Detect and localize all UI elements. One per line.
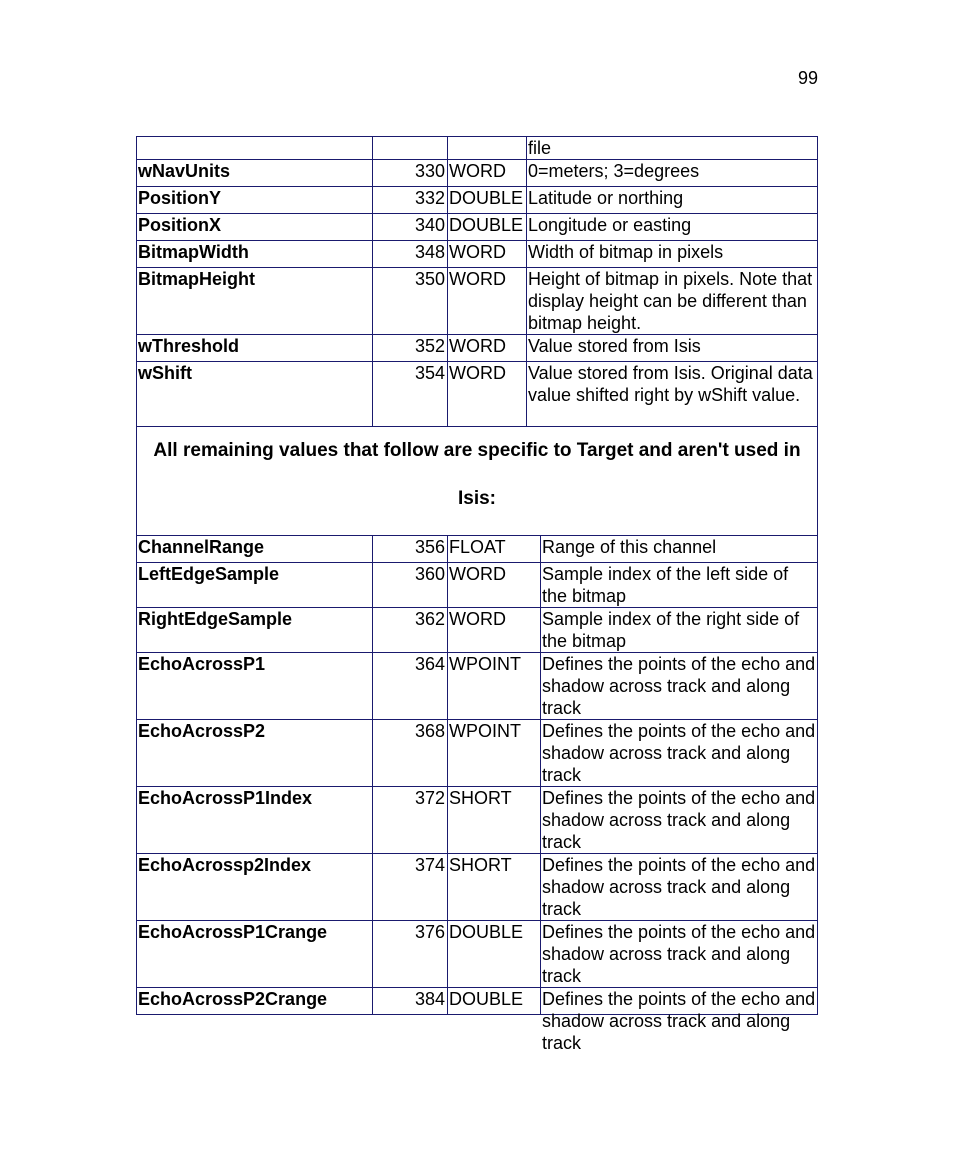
field-type: WORD	[448, 160, 527, 187]
field-name: EchoAcrossP2	[137, 720, 373, 787]
page-number: 99	[797, 68, 818, 88]
field-description: Defines the points of the echo and shadow across track and along track	[541, 720, 818, 787]
field-name: EchoAcrossP1Index	[137, 787, 373, 854]
field-offset: 368	[373, 720, 448, 787]
table-row	[137, 921, 818, 988]
field-name: PositionX	[137, 214, 373, 241]
table-row	[137, 536, 818, 563]
field-offset: 384	[373, 988, 448, 1015]
field-offset: 372	[373, 787, 448, 854]
field-description: Latitude or northing	[527, 187, 818, 214]
field-name: BitmapHeight	[137, 268, 373, 335]
field-offset: 356	[373, 536, 448, 563]
table-row	[137, 854, 818, 921]
table-row	[137, 137, 818, 160]
field-name: wShift	[137, 362, 373, 427]
section-note: All remaining values that follow are specific to Target and aren't used in Isis:	[137, 427, 818, 536]
field-type: WORD	[448, 268, 527, 335]
table-row	[137, 268, 818, 335]
field-type: WORD	[448, 362, 527, 427]
field-type: WORD	[448, 563, 541, 608]
field-description: file	[527, 137, 818, 160]
field-description: Value stored from Isis	[527, 335, 818, 362]
field-name: wNavUnits	[137, 160, 373, 187]
field-type: WPOINT	[448, 653, 541, 720]
field-offset	[373, 137, 448, 160]
field-description: Sample index of the right side of the bitmap	[541, 608, 818, 653]
field-offset: 330	[373, 160, 448, 187]
field-name: EchoAcrossp2Index	[137, 854, 373, 921]
field-name: EchoAcrossP1	[137, 653, 373, 720]
field-name: LeftEdgeSample	[137, 563, 373, 608]
table-row	[137, 563, 818, 608]
field-type: DOUBLE	[448, 988, 541, 1015]
field-offset: 362	[373, 608, 448, 653]
table-row	[137, 653, 818, 720]
table-row	[137, 608, 818, 653]
field-type: DOUBLE	[448, 921, 541, 988]
field-offset: 364	[373, 653, 448, 720]
field-description: Defines the points of the echo and shadow across track and along track	[541, 854, 818, 921]
table-row	[137, 787, 818, 854]
table-row	[137, 988, 818, 1015]
field-name: BitmapWidth	[137, 241, 373, 268]
field-description: Height of bitmap in pixels. Note that display height can be different than bitmap height.	[527, 268, 818, 335]
table-row	[137, 187, 818, 214]
field-description: Value stored from Isis. Original data value shifted right by wShift value.	[527, 362, 818, 427]
field-type	[448, 137, 527, 160]
field-offset: 348	[373, 241, 448, 268]
field-type: SHORT	[448, 787, 541, 854]
field-name: ChannelRange	[137, 536, 373, 563]
field-offset: 354	[373, 362, 448, 427]
table-row	[137, 214, 818, 241]
field-offset: 332	[373, 187, 448, 214]
field-description: Defines the points of the echo and shadow across track and along track	[542, 989, 816, 1053]
field-name: RightEdgeSample	[137, 608, 373, 653]
field-type: WPOINT	[448, 720, 541, 787]
field-offset: 340	[373, 214, 448, 241]
field-description: Longitude or easting	[527, 214, 818, 241]
field-description: Defines the points of the echo and shadow across track and along track	[541, 653, 818, 720]
field-description: Range of this channel	[541, 536, 818, 563]
field-description: Sample index of the left side of the bitmap	[541, 563, 818, 608]
field-offset: 352	[373, 335, 448, 362]
table-row	[137, 241, 818, 268]
field-offset: 376	[373, 921, 448, 988]
field-type: SHORT	[448, 854, 541, 921]
field-name: EchoAcrossP2Crange	[137, 988, 373, 1015]
table-row	[137, 720, 818, 787]
field-name: wThreshold	[137, 335, 373, 362]
field-offset: 374	[373, 854, 448, 921]
section-note-row	[137, 427, 818, 536]
field-type: DOUBLE	[448, 214, 527, 241]
field-description: Width of bitmap in pixels	[527, 241, 818, 268]
field-type: WORD	[448, 608, 541, 653]
field-name	[137, 137, 373, 160]
table-row	[137, 362, 818, 427]
field-description-cell	[541, 988, 818, 1053]
field-description: Defines the points of the echo and shadow across track and along track	[541, 787, 818, 854]
field-type: WORD	[448, 335, 527, 362]
field-offset: 350	[373, 268, 448, 335]
table-row	[137, 160, 818, 187]
field-name: PositionY	[137, 187, 373, 214]
table-row	[137, 335, 818, 362]
field-type: DOUBLE	[448, 187, 527, 214]
field-type: FLOAT	[448, 536, 541, 563]
field-description: Defines the points of the echo and shadow across track and along track	[541, 921, 818, 988]
field-offset: 360	[373, 563, 448, 608]
field-table	[136, 136, 818, 1053]
field-name: EchoAcrossP1Crange	[137, 921, 373, 988]
field-type: WORD	[448, 241, 527, 268]
field-description: 0=meters; 3=degrees	[527, 160, 818, 187]
